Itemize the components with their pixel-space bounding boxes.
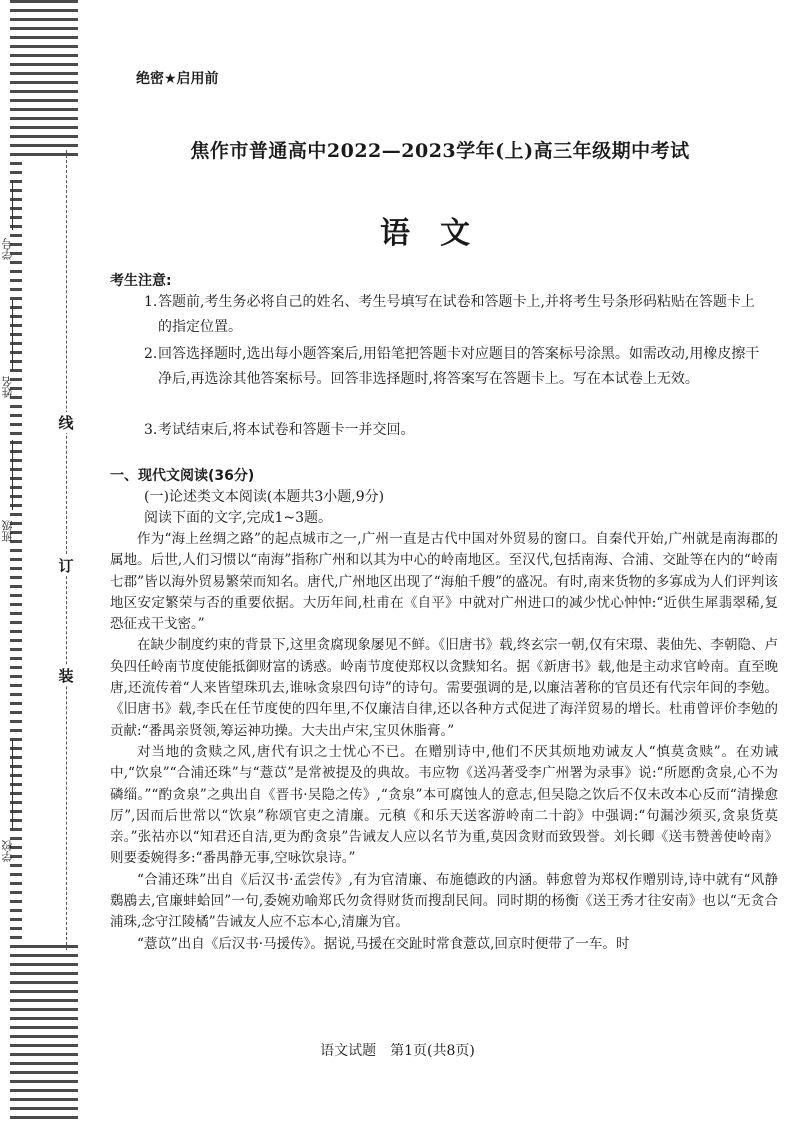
field-label-class: 班级 <box>1 520 14 542</box>
binding-margin <box>0 0 82 1123</box>
field-line-class <box>12 440 13 510</box>
field-label-name: 姓名 <box>1 376 14 398</box>
confidential-mark: 绝密★启用前 <box>136 71 219 87</box>
reading-passage <box>110 529 778 955</box>
passage-paragraph: 在缺少制度约束的背景下,这里贪腐现象屡见不鲜。《旧唐书》载,终玄宗一朝,仅有宋璟、裴伷先、李朝隐、卢奂四任岭南节度使能抵御财富的诱惑。岭南节度使郑权以贪黩知名。据《新唐书》载,他是主动求官岭南。直至晚唐,还流传着“人来皆望珠玑去,谁咏贪泉四句诗”的诗句。需要强调的是,以廉洁著称的官员还有代宗年间的李勉。《旧唐书》载,李氏在任节度使的四年里,不仅廉洁自律,还以各种方式促进了海洋贸易的增长。杜甫曾评价李勉的贡献:“番禺亲贤领,筹运神功操。大夫出卢宋,宝贝休脂膏。” <box>110 637 778 739</box>
cut-char-line: 线 <box>55 412 77 433</box>
field-label-student-id: 学号 <box>1 238 14 260</box>
passage-paragraph: 对当地的贪赎之风,唐代有识之士忧心不已。在赠别诗中,他们不厌其烦地劝诫友人“慎莫贪赎”。在劝诫中,“饮泉”“合浦还珠”与“薏苡”是常被提及的典故。韦应物《送冯著受李广州署为录事》说:“所愿酌贪泉,心不为磷缁。”“酌贪泉”之典出自《晋书·吴隐之传》,“贪泉”本可腐蚀人的意志,但吴隐之饮后不仅未改本心反而“清操愈厉”,因而后世常以“饮泉”称颂官吏之清廉。元稹《和乐天送客游岭南二十韵》中强调:“句漏沙须买,贪泉货莫亲。”张祜亦以“知君还自洁,更为酌贪泉”告诫友人应以名节为重,莫因贪财而致毁誉。刘长卿《送韦赞善使岭南》则要委婉得多:“番禺静无事,空咏饮泉诗。” <box>110 743 778 867</box>
exam-title: 焦作市普通高中2022—2023学年(上)高三年级期中考试 <box>190 140 690 162</box>
field-line-name <box>12 300 13 370</box>
field-line-school <box>12 740 13 830</box>
notice-title: 考生注意: <box>110 273 172 289</box>
passage-paragraph: “合浦还珠”出自《后汉书·孟尝传》,有为官清廉、布施德政的内涵。韩愈曾为郑权作赠别诗,诗中就有“风静鶢鶋去,官廉蚌蛤回”一句,委婉劝喻郑氏勿贪得财货而搜刮民间。同时期的杨衡《送王秀才往安南》也以“无贪合浦珠,念守江陵橘”告诫友人应不忘本心,清廉为官。 <box>110 871 778 931</box>
cut-line <box>66 150 67 950</box>
passage-paragraph: 作为“海上丝绸之路”的起点城市之一,广州一直是古代中国对外贸易的窗口。自秦代开始,广州就是南海郡的属地。后世,人们习惯以“南海”指称广州和以其为中心的岭南地区。至汉代,包括南海、合浦、交趾等在内的“岭南七郡”皆以海外贸易繁荣而知名。唐代,广州地区出现了“海舶千艘”的盛况。有时,南来货物的多寡成为人们评判该地区安定繁荣与否的重要依据。大历年间,杜甫在《自平》中就对广州进口的减少忧心忡忡:“近供生犀翡翠稀,复恐征戎干戈密。” <box>110 531 778 633</box>
page-footer: 语文试题 第1页(共8页) <box>320 1043 475 1059</box>
notice-item: 2. 回答选择题时,选出每小题答案后,用铅笔把答题卡对应题目的答案标号涂黑。如需改动,用橡皮擦干净后,再选涂其他答案标号。回答非选择题时,将答案写在答题卡上。写在本试卷上无效。 <box>144 346 760 387</box>
passage-paragraph: “薏苡”出自《后汉书·马援传》。据说,马援在交趾时常食薏苡,回京时便带了一车。时 <box>137 935 630 952</box>
section-subheading: (一)论述类文本阅读(本题共3小题,9分) <box>144 489 385 505</box>
subject-title: 语文 <box>380 216 500 251</box>
field-line-student-id <box>12 180 13 230</box>
reading-instruction: 阅读下面的文字,完成1~3题。 <box>144 510 332 526</box>
cut-char-bind: 装 <box>55 665 77 686</box>
notice-item: 1. 答题前,考生务必将自己的姓名、考生号填写在试卷和答题卡上,并将考生号条形码粘贴在答题卡上的指定位置。 <box>144 294 755 335</box>
notice-item: 3. 考试结束后,将本试卷和答题卡一并交回。 <box>144 422 415 438</box>
cut-char-staple: 订 <box>55 555 77 576</box>
field-label-school: 学校 <box>1 840 14 862</box>
section-heading: 一、现代文阅读(36分) <box>110 468 255 484</box>
